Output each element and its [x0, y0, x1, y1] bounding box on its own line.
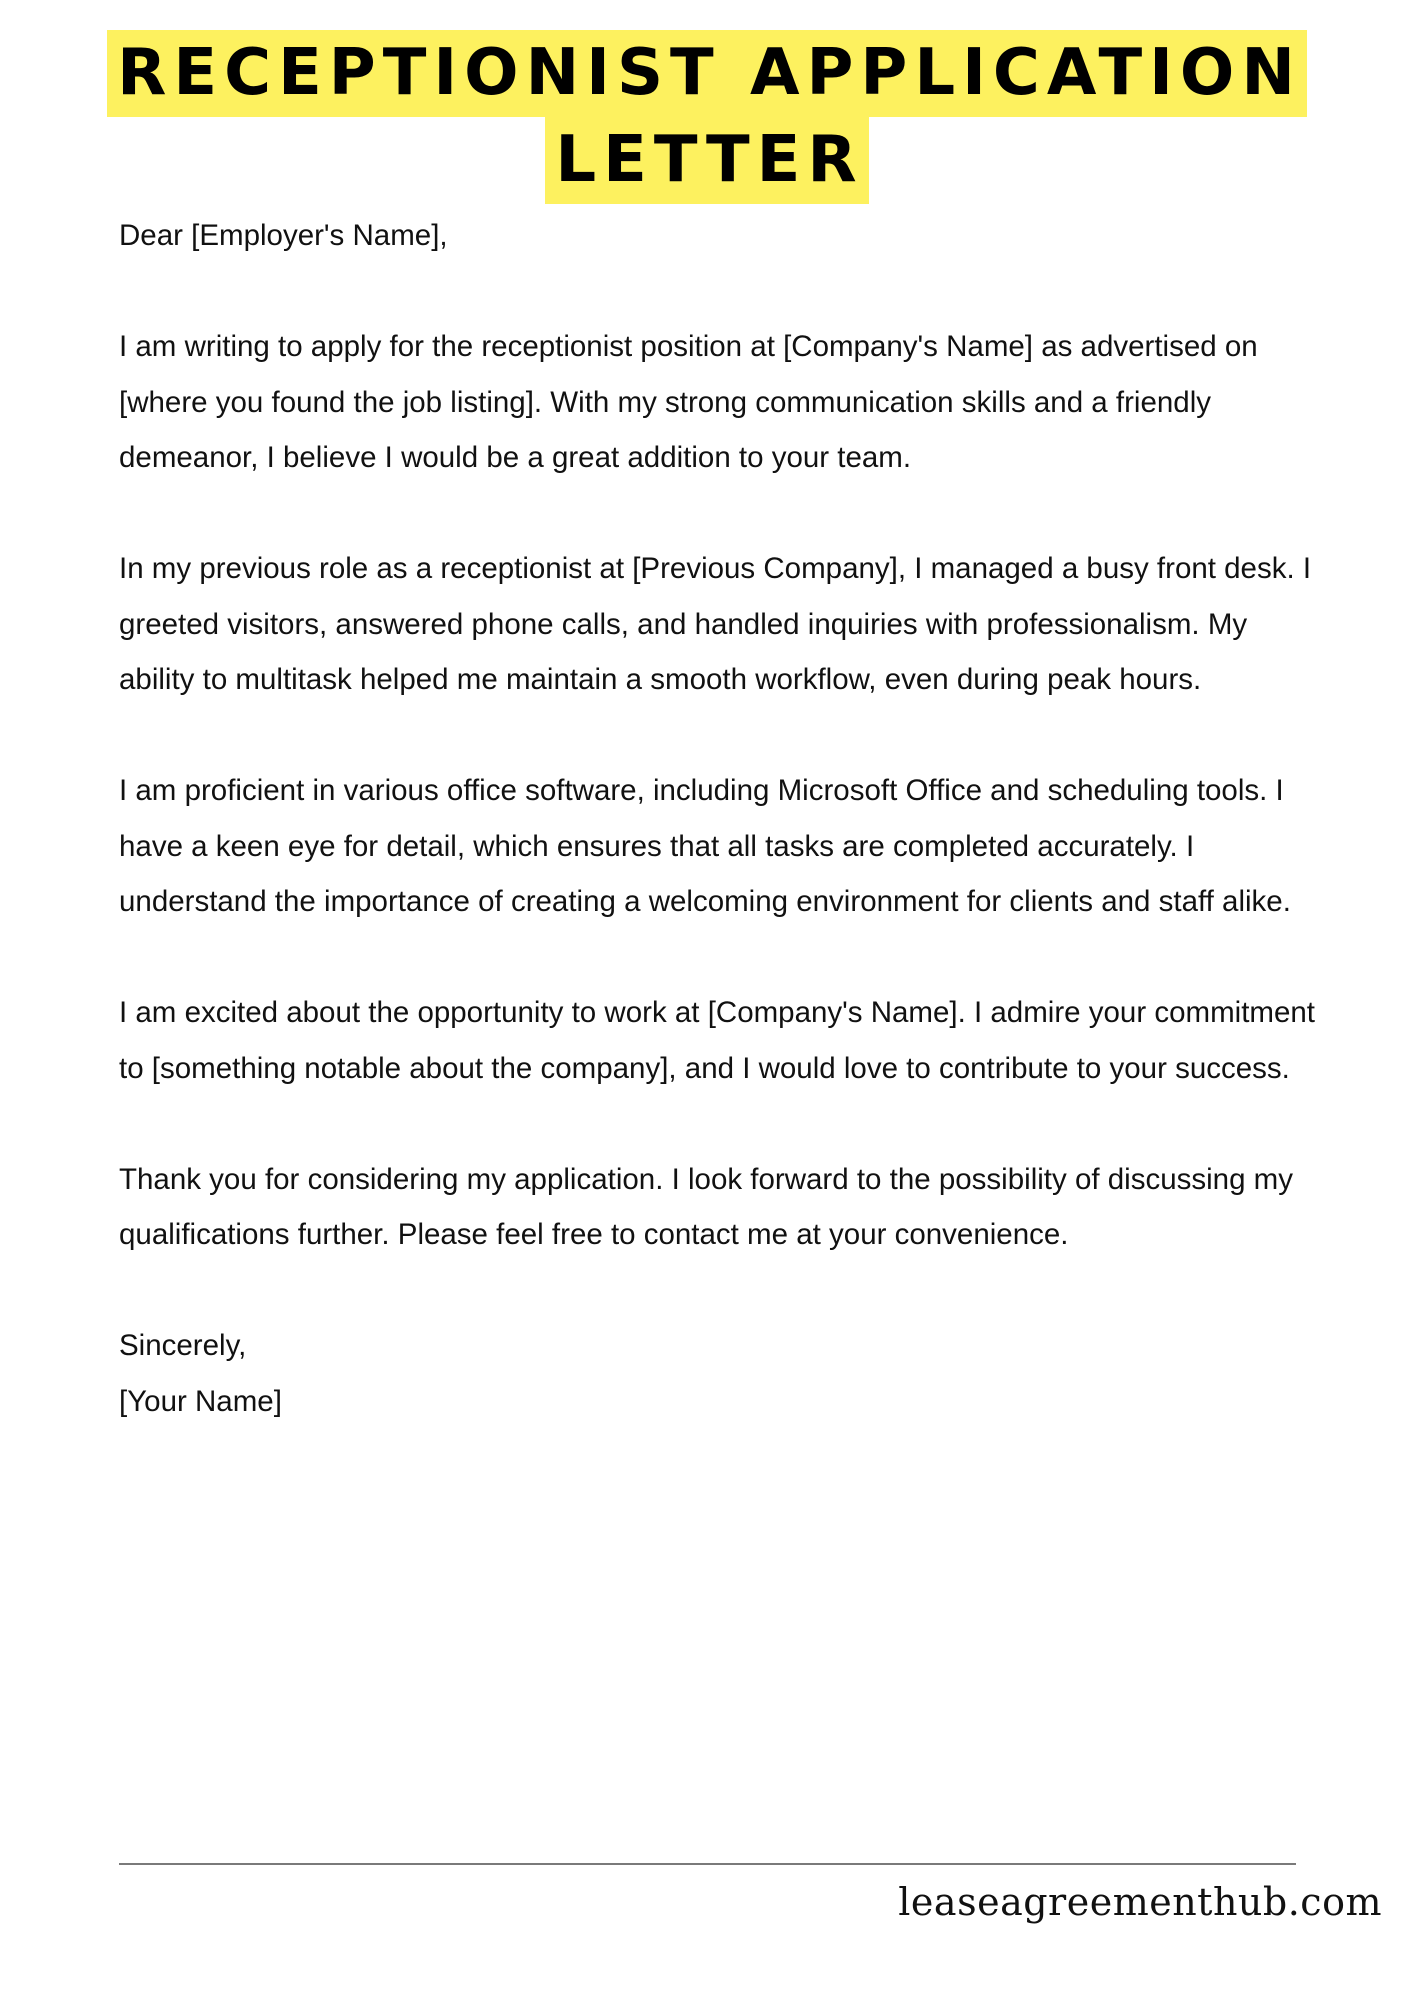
salutation: Dear [Employer's Name],: [119, 219, 448, 252]
paragraph-1: I am writing to apply for the receptionist position at [Company's Name] as advertised on [where you found the job listing]. With my strong communication skills and a friendly demeanor, I believe I would be a great addition to your team.: [119, 330, 1258, 474]
title-line-2: LETTER: [545, 117, 868, 204]
letter-body: [119, 208, 1319, 1429]
footer-divider: [119, 1863, 1296, 1865]
closing: Sincerely,: [119, 1329, 247, 1362]
paragraph-4: I am excited about the opportunity to work at [Company's Name]. I admire your commitment to [something notable about the company], and I would love to contribute to your success.: [119, 996, 1315, 1085]
title-line-1: RECEPTIONIST APPLICATION: [107, 30, 1307, 117]
paragraph-5: Thank you for considering my application. I look forward to the possibility of discussing my qualifications further. Please feel free to contact me at your convenience.: [119, 1162, 1293, 1251]
footer-brand: leaseagreementhub.com: [898, 1880, 1382, 1924]
paragraph-3: I am proficient in various office software, including Microsoft Office and scheduling tools. I have a keen eye for detail, which ensures that all tasks are completed accurately. I understand the importance of creating a welcoming environment for clients and staff alike.: [119, 774, 1291, 918]
page-title: [0, 30, 1414, 204]
paragraph-2: In my previous role as a receptionist at [Previous Company], I managed a busy front desk. I greeted visitors, answered phone calls, and handled inquiries with professionalism. My ability to multitask helped me maintain a smooth workflow, even during peak hours.: [119, 552, 1312, 696]
signature: [Your Name]: [119, 1384, 282, 1418]
